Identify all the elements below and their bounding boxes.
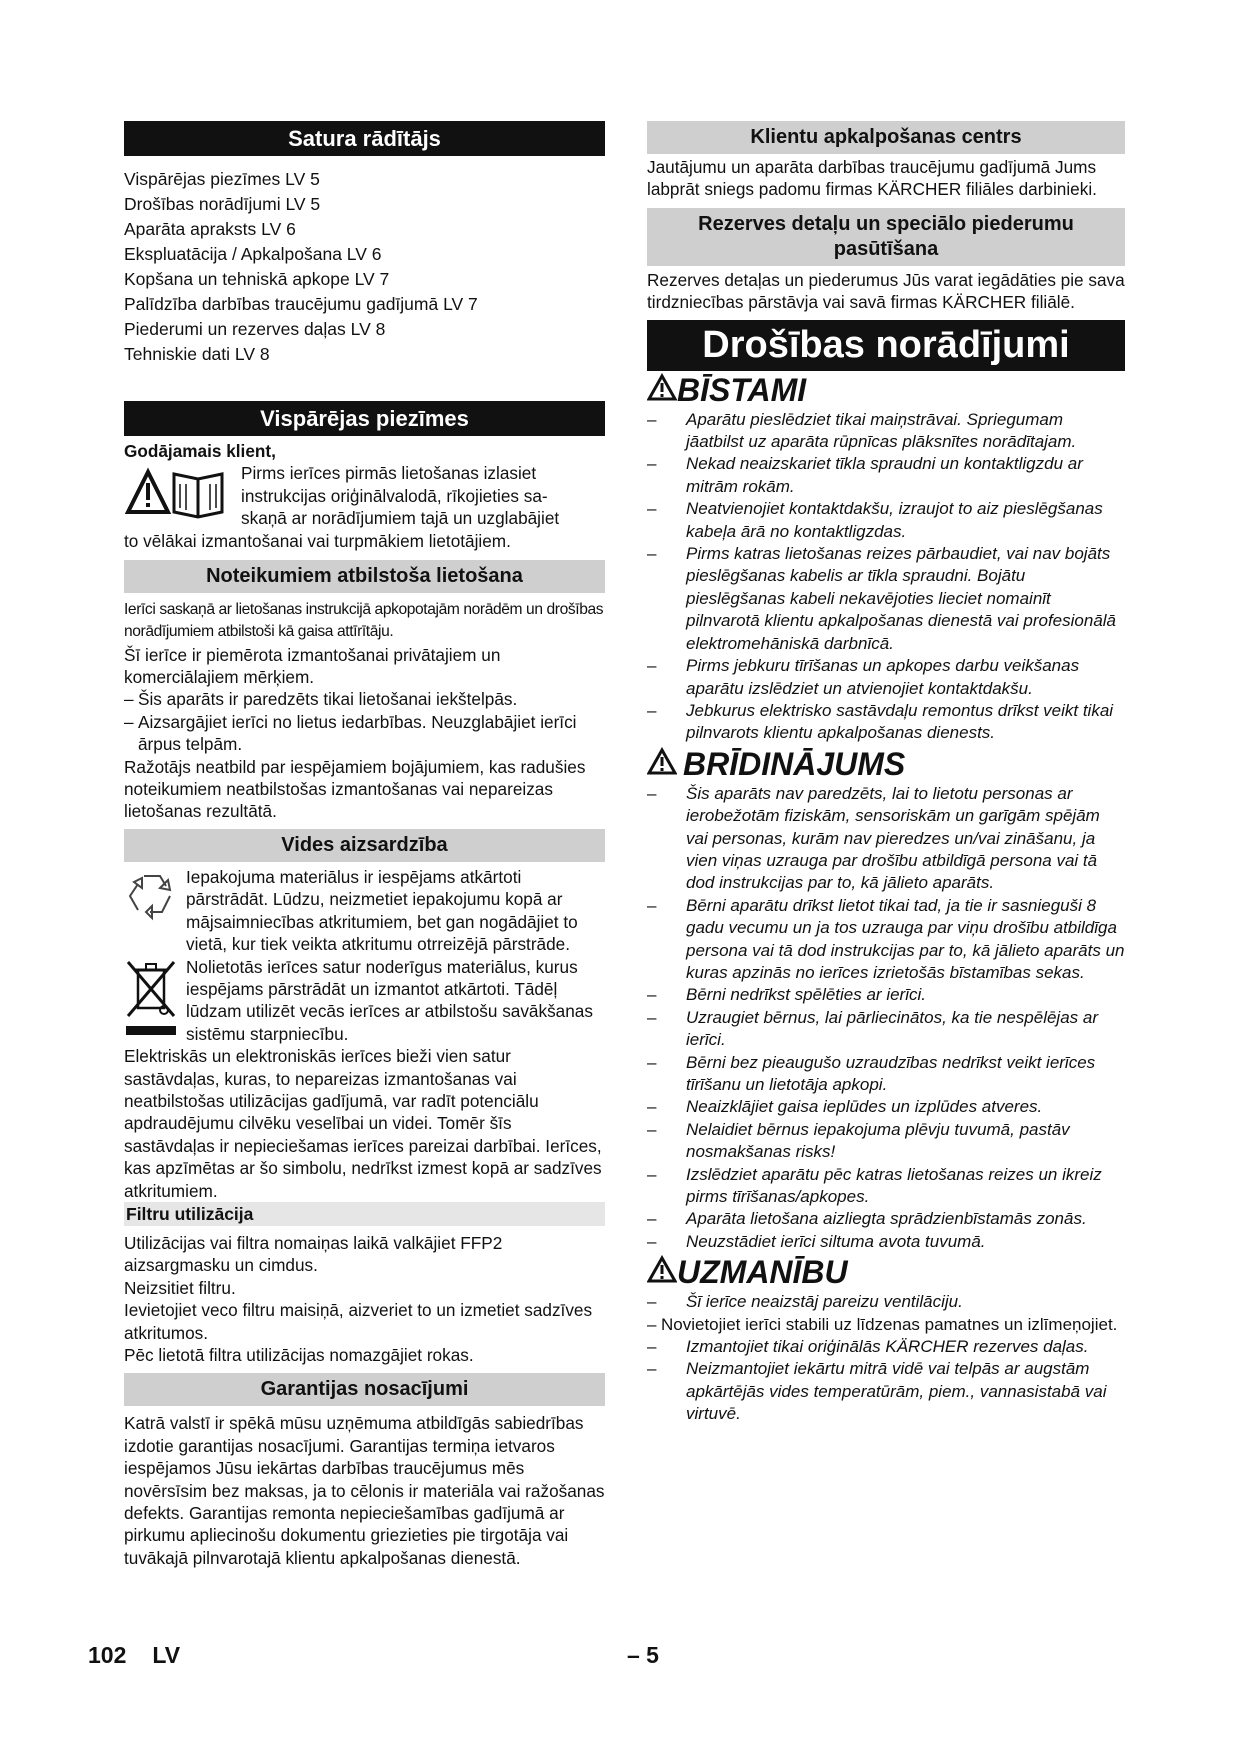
recycle-text: Iepakojuma materiālus ir iespējams atkārtoti pārstrādāt. Lūdzu, neizmetiet iepakojumu kopā ar mājsaimniecības atkritumiem, bet gan nogādājiet to vietā, kur tiek veikta atkritumu otrreizējā pārstrāde.: [186, 866, 578, 955]
danger-list: [647, 409, 1125, 745]
toc-item[interactable]: Piederumi un rezerves daļas LV 8: [124, 319, 386, 339]
intended-use-text: Šī ierīce ir piemērota izmantošanai privātajiem un komerciālajiem mērķiem.: [124, 644, 501, 688]
intended-use-heading: Noteikumiem atbilstoša lietošana: [124, 560, 605, 593]
warranty-heading: Garantijas nosacījumi: [124, 1373, 605, 1406]
list-item: – Šis aparāts nav paredzēts, lai to lietotu personas ar ierobežotām fiziskām, sensoriskām un garīgām spējām vai personas, kurām nav pieredzes un/vai zināšanu, ja vien viņas uzrauga par drošību atbildīgā persona vai tā dod instrukcijas par to, kā jālieto aparāts.: [647, 783, 1100, 893]
toc-item[interactable]: Drošības norādījumi LV 5: [124, 194, 321, 214]
warning-heading: BRĪDINĀJUMS: [647, 745, 1125, 783]
recycle-icon: [124, 866, 186, 956]
caution-heading: UZMANĪBU: [647, 1253, 1125, 1291]
list-item: – Aparāta lietošana aizliegta sprādzienbīstamās zonās.: [647, 1209, 1087, 1229]
spare-parts-text: Rezerves detaļas un piederumus Jūs varat iegādāties pie sava tirdzniecības pārstāvja vai savā firmas KÄRCHER filiālē.: [647, 269, 1125, 313]
caution-list: [647, 1291, 1125, 1425]
list-item: – Šis aparāts ir paredzēts tikai lietošanai iekštelpās.: [124, 689, 518, 710]
list-item: – Bērni bez pieaugušo uzraudzības nedrīkst veikt ierīces tīrīšanu un lietotāja apkopi.: [647, 1052, 1096, 1094]
general-heading: Vispārējas piezīmes: [124, 401, 605, 436]
danger-heading: BĪSTAMI: [647, 371, 1125, 409]
filter-heading: Filtru utilizācija: [124, 1202, 605, 1226]
list-item: – Bērni nedrīkst spēlēties ar ierīci.: [647, 985, 926, 1005]
warning-triangle-icon: [647, 745, 677, 783]
toc-item[interactable]: Ekspluatācija / Apkalpošana LV 6: [124, 244, 382, 264]
environment-heading: Vides aizsardzība: [124, 829, 605, 862]
intro-block: [124, 462, 605, 530]
list-item: – Neizmantojiet iekārtu mitrā vidē vai telpās ar augstām apkārtējās vides temperatūrām, piem., vannasistabā vai virtuvē.: [647, 1359, 1107, 1424]
warning-manual-icon: [124, 462, 241, 530]
safety-heading: Drošības norādījumi: [647, 320, 1125, 371]
weee-block: [124, 956, 605, 1046]
toc-item[interactable]: Vispārējas piezīmes LV 5: [124, 169, 320, 189]
warning-list: [647, 783, 1125, 1254]
service-heading: Klientu apkalpošanas centrs: [647, 121, 1125, 154]
page-number: 102 LV: [88, 1642, 181, 1668]
warning-triangle-icon: [647, 371, 677, 409]
list-item: – Uzraugiet bērnus, lai pārliecinātos, ka tie nespēlējas ar ierīci.: [647, 1007, 1099, 1050]
filter-line: Ievietojiet veco filtru maisiņā, aizveriet to un izmetiet sadzīves atkritumos.: [124, 1300, 593, 1343]
recycle-block: [124, 866, 605, 956]
intro-line: skaņā ar norādījumiem tajā un uzglabājiet: [241, 508, 560, 529]
list-item: – Izmantojiet tikai oriģinālās KÄRCHER rezerves daļas.: [647, 1337, 1089, 1357]
filter-line: Neizsitiet filtru.: [124, 1277, 236, 1298]
list-item: – Aizsargājiet ierīci no lietus iedarbības. Neuzglabājiet ierīci ārpus telpām.: [124, 711, 577, 755]
list-item: – Neaizklājiet gaisa ieplūdes un izplūdes atveres.: [647, 1097, 1043, 1117]
toc-list: [124, 167, 605, 367]
toc-item[interactable]: Palīdzība darbības traucējumu gadījumā LV 7: [124, 294, 478, 314]
toc-item[interactable]: Tehniskie dati LV 8: [124, 344, 270, 364]
intro-tail: to vēlākai izmantošanai vai turpmākiem lietotājiem.: [124, 531, 511, 552]
list-item: – Novietojiet ierīci stabili uz līdzenas pamatnes un izlīmeņojiet.: [647, 1314, 1118, 1334]
intro-line: instrukcijas oriģinālvalodā, rīkojieties sa-: [241, 485, 548, 506]
intro-line: Pirms ierīces pirmās lietošanas izlasiet: [241, 463, 537, 484]
list-item: – Neatvienojiet kontaktdakšu, izraujot to aiz pieslēgšanas kabeļa ārā no kontaktligzdas.: [647, 499, 1103, 541]
left-column: [124, 121, 605, 1569]
electro-text: Elektriskās un elektroniskās ierīces bieži vien satur sastāvdaļas, kuras, to nepareizas izmantošanas vai neatbilstošas utilizācijas gadījumā, var radīt potenciālu apdraudējumu cilvēku veselībai un videi. Tomēr šīs sastāvdaļas ir nepieciešamas ierīces pareizai darbībai. Ierīces, kas apzīmētas ar šo simbolu, nedrīkst izmest kopā ar sadzīves atkritumiem.: [124, 1046, 602, 1201]
spare-parts-heading: Rezerves detaļu un speciālo piederumu pasūtīšana: [647, 208, 1125, 266]
list-item: – Bērni aparātu drīkst lietot tikai tad, ja tie ir sasnieguši 8 gadu vecumu un ja tos uzrauga par viņu drošību atbildīga persona vai tā dod instrukcijas par to, kā jālieto aparāts un kuras apzinās no ierīces izrietošās bīstamības sekas.: [647, 895, 1125, 982]
intended-use-text: Ierīci saskaņā ar lietošanas instrukcijā apkopotajām norādēm un drošības norādījumiem atbilstoši kā gaisa attīrītāju.: [124, 600, 604, 641]
toc-item[interactable]: Kopšana un tehniskā apkope LV 7: [124, 269, 390, 289]
toc-item[interactable]: Aparāta apraksts LV 6: [124, 219, 296, 239]
list-item: – Šī ierīce neaizstāj pareizu ventilāciju.: [647, 1292, 963, 1312]
warranty-text: Katrā valstī ir spēkā mūsu uzņēmuma atbildīgās sabiedrības izdotie garantijas nosacījumi. Garantijas termiņa ietvaros iespējamos Jūsu iekārtas darbības traucējumus mēs novērsīsim bez maksas, ja to cēlonis ir materiāla vai ražošanas defekts. Garantijas remonta nepieciešamības gadījumā ar pirkumu apliecinošu dokumentu griezieties pie tirgotāja vai tuvākajā pilnvarotajā klientu apkalpošanas dienestā.: [124, 1413, 605, 1568]
list-item: – Neuzstādiet ierīci siltuma avota tuvumā.: [647, 1231, 986, 1251]
list-item: – Izslēdziet aparātu pēc katras lietošanas reizes un ikreiz pirms tīrīšanas/apkopes.: [647, 1164, 1102, 1207]
list-item: – Nekad neaizskariet tīkla spraudni un kontaktligzdu ar mitrām rokām.: [647, 454, 1083, 496]
list-item: – Pirms jebkuru tīrīšanas un apkopes darbu veikšanas aparātu izslēdziet un atvienojiet kontaktdakšu.: [647, 656, 1080, 698]
list-item: – Aparātu pieslēdziet tikai maiņstrāvai. Spriegumam jāatbilst uz aparāta rūpnīcas plāksnītes norādītajam.: [647, 409, 1077, 452]
liability-text: Ražotājs neatbild par iespējamiem bojājumiem, kas radušies noteikumiem neatbilstošas izmantošanas vai nepareizas lietošanas rezultātā.: [124, 756, 586, 822]
right-column: [647, 121, 1125, 1426]
greeting: Godājamais klient,: [124, 441, 276, 461]
crossed-bin-icon: [124, 956, 186, 1046]
list-item: – Nelaidiet bērnus iepakojuma plēvju tuvumā, pastāv nosmakšanas risks!: [647, 1119, 1070, 1162]
warning-triangle-icon: [647, 1253, 677, 1291]
local-page-number: – 5: [627, 1642, 659, 1668]
filter-line: Pēc lietotā filtra utilizācijas nomazgājiet rokas.: [124, 1345, 474, 1365]
weee-text: Nolietotās ierīces satur noderīgus materiālus, kurus iespējams pārstrādāt un izmantot atkārtoti. Tādēļ lūdzam utilizēt vecās ierīces ar atbilstošu savākšanas sistēmu starpniecību.: [186, 956, 593, 1044]
list-item: – Jebkurus elektrisko sastāvdaļu remontus drīkst veikt tikai pilnvarots klientu apkalpošanas dienests.: [647, 700, 1114, 743]
service-text: Jautājumu un aparāta darbības traucējumu gadījumā Jums labprāt sniegs padomu firmas KÄRCHER filiāles darbinieki.: [647, 157, 1097, 200]
filter-line: Utilizācijas vai filtra nomaiņas laikā valkājiet FFP2 aizsargmasku un cimdus.: [124, 1232, 503, 1276]
list-item: – Pirms katras lietošanas reizes pārbaudiet, vai nav bojāts pieslēgšanas kabelis ar tīkla spraudni. Bojātu pieslēgšanas kabeli nekavējoties lieciet nomainīt pilnvarotā klientu apkalpošanas dienestā vai profesionālā elektromehāniskā darbnīcā.: [647, 544, 1117, 653]
toc-heading: Satura rādītājs: [124, 121, 605, 156]
